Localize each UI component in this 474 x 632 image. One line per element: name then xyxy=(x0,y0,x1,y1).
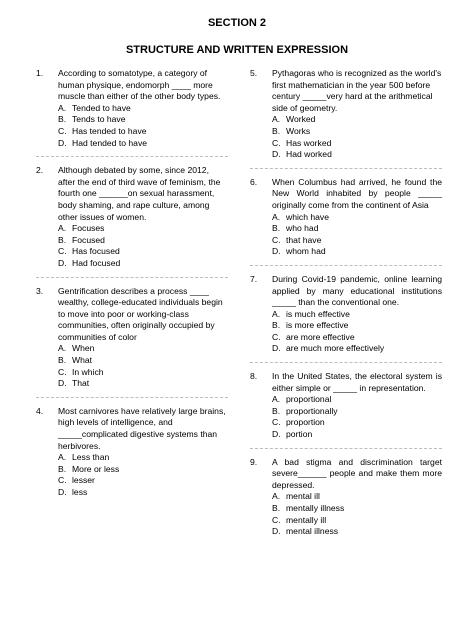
option-letter: B. xyxy=(272,320,281,331)
answer-option xyxy=(58,103,228,115)
question-stem: According to somatotype, a category of human physique, endomorph ____ more muscle than either of the other body types. xyxy=(58,68,221,102)
option-text: Had worked xyxy=(286,149,332,160)
option-letter: A. xyxy=(272,491,281,502)
answer-option xyxy=(272,223,442,235)
option-text: Had focused xyxy=(72,257,121,268)
option-letter: A. xyxy=(272,394,281,405)
question-divider xyxy=(250,362,442,363)
option-text: Worked xyxy=(286,114,316,125)
answer-options xyxy=(58,343,228,389)
answer-option xyxy=(58,223,228,235)
question-divider xyxy=(250,168,442,169)
question-number: 8. xyxy=(250,371,258,382)
answer-option xyxy=(272,309,442,321)
answer-option xyxy=(58,367,228,379)
option-letter: C. xyxy=(58,125,67,136)
answer-options xyxy=(272,114,442,160)
option-letter: D. xyxy=(58,137,67,148)
answer-options xyxy=(272,309,442,355)
option-letter: B. xyxy=(58,234,67,245)
right-column xyxy=(250,68,442,538)
option-letter: B. xyxy=(272,405,281,416)
answer-option xyxy=(58,355,228,367)
option-letter: B. xyxy=(272,503,281,513)
option-letter: A. xyxy=(58,102,67,113)
answer-option xyxy=(58,378,228,390)
option-text: Focused xyxy=(72,234,105,245)
option-text: is much effective xyxy=(286,308,350,319)
answer-option xyxy=(58,343,228,355)
question-divider xyxy=(36,156,228,157)
answer-option xyxy=(272,126,442,138)
option-text: When xyxy=(72,343,95,354)
answer-option xyxy=(272,212,442,224)
answer-option xyxy=(58,464,228,476)
option-text: are much more effectively xyxy=(286,343,385,354)
question-number: 4. xyxy=(36,405,44,416)
option-letter: D. xyxy=(272,526,281,537)
answer-option xyxy=(272,429,442,441)
option-letter: D. xyxy=(58,487,67,497)
option-letter: C. xyxy=(58,475,67,486)
option-letter: B. xyxy=(58,114,67,125)
option-text: That xyxy=(72,378,90,389)
option-text: who had xyxy=(286,223,319,234)
option-text: mentally ill xyxy=(286,514,327,525)
answer-options xyxy=(58,452,228,498)
question-item xyxy=(36,165,228,269)
option-letter: D. xyxy=(272,149,281,160)
option-letter: D. xyxy=(272,343,281,354)
answer-options xyxy=(58,103,228,149)
question-number: 7. xyxy=(250,273,258,284)
answer-option xyxy=(58,138,228,150)
answer-option xyxy=(58,114,228,126)
question-item xyxy=(250,457,442,538)
option-text: proportional xyxy=(286,394,332,405)
option-letter: D. xyxy=(58,378,67,389)
answer-options xyxy=(272,394,442,440)
option-text: Focuses xyxy=(72,223,105,234)
option-text: Has tended to have xyxy=(72,125,147,136)
option-text: portion xyxy=(286,429,313,440)
option-text: Works xyxy=(286,125,311,136)
answer-options xyxy=(272,491,442,537)
option-letter: A. xyxy=(58,452,67,463)
answer-option xyxy=(272,417,442,429)
option-letter: B. xyxy=(272,223,281,234)
answer-option xyxy=(272,526,442,538)
answer-options xyxy=(272,212,442,258)
option-letter: B. xyxy=(58,355,67,366)
question-item xyxy=(36,406,228,499)
option-letter: C. xyxy=(272,417,281,428)
question-item xyxy=(36,286,228,390)
option-text: which have xyxy=(286,211,329,222)
option-text: Has worked xyxy=(286,137,332,148)
section-subtitle: STRUCTURE AND WRITTEN EXPRESSION xyxy=(125,44,349,56)
answer-option xyxy=(272,394,442,406)
question-divider xyxy=(36,277,228,278)
option-text: whom had xyxy=(286,246,326,257)
option-text: Has focused xyxy=(72,246,120,257)
question-stem: Although debated by some, since 2012, after the end of third wave of feminism, the fourth one ______on sexual harassment, body shaming, and rape culture, among other issues of women. xyxy=(58,165,221,222)
question-item xyxy=(250,371,442,441)
answer-option xyxy=(272,343,442,355)
option-letter: D. xyxy=(58,257,67,268)
option-letter: D. xyxy=(272,429,281,440)
option-text: What xyxy=(72,355,93,366)
left-column xyxy=(36,68,228,499)
answer-option xyxy=(58,246,228,258)
answer-option xyxy=(272,320,442,332)
option-letter: A. xyxy=(272,308,281,319)
option-text: Tended to have xyxy=(72,102,131,113)
answer-option xyxy=(272,503,442,515)
option-letter: C. xyxy=(58,246,67,257)
option-text: Tends to have xyxy=(72,114,126,125)
answer-option xyxy=(58,126,228,138)
option-text: are more effective xyxy=(286,331,355,342)
answer-option xyxy=(272,515,442,527)
option-text: Had tended to have xyxy=(72,137,148,148)
answer-option xyxy=(272,114,442,126)
question-stem: Gentrification describes a process ____ wealthy, college-educated individuals begin to move into poor or working-class communities, often originally occupied by communities of color xyxy=(58,285,223,342)
question-stem: In the United States, the electoral system is either simple or _____ in representation. xyxy=(272,371,442,393)
question-number: 5. xyxy=(250,68,258,78)
option-text: less xyxy=(72,487,88,497)
answer-options xyxy=(58,223,228,269)
option-letter: B. xyxy=(272,125,281,136)
option-text: is more effective xyxy=(286,320,349,331)
question-stem: Pythagoras who is recognized as the world's first mathematician in the year 500 before century _____very hard at the arithmetical side of geometry. xyxy=(272,68,442,113)
question-number: 3. xyxy=(36,285,44,296)
option-letter: A. xyxy=(58,343,67,354)
answer-option xyxy=(272,149,442,161)
option-letter: C. xyxy=(272,331,281,342)
answer-option xyxy=(58,258,228,270)
question-item xyxy=(36,68,228,149)
option-text: mentally illness xyxy=(286,503,345,513)
option-text: mental ill xyxy=(286,491,320,502)
question-divider xyxy=(250,448,442,449)
question-stem: During Covid-19 pandemic, online learning applied by many educational institutions _____ than the conventional one. xyxy=(272,273,442,308)
question-stem: A bad stigma and discrimination target severe______ people and make them more depressed. xyxy=(272,456,442,490)
option-text: Less than xyxy=(72,452,110,463)
option-text: In which xyxy=(72,366,104,377)
question-stem: When Columbus had arrived, he found the New World inhabited by people _____ originally come from the continent of Asia xyxy=(272,176,442,210)
question-number: 1. xyxy=(36,68,44,78)
option-letter: B. xyxy=(58,463,67,474)
question-divider xyxy=(36,397,228,398)
option-letter: C. xyxy=(272,137,281,148)
option-letter: C. xyxy=(58,366,67,377)
question-number: 6. xyxy=(250,176,258,187)
answer-option xyxy=(58,475,228,487)
answer-option xyxy=(272,491,442,503)
option-text: proportion xyxy=(286,417,325,428)
option-text: More or less xyxy=(72,463,120,474)
answer-option xyxy=(272,406,442,418)
option-letter: C. xyxy=(272,514,281,525)
answer-option xyxy=(272,138,442,150)
question-number: 9. xyxy=(250,456,258,467)
option-text: lesser xyxy=(72,475,95,486)
option-letter: C. xyxy=(272,234,281,245)
question-item xyxy=(250,68,442,161)
answer-option xyxy=(58,487,228,499)
question-divider xyxy=(250,265,442,266)
option-letter: D. xyxy=(272,246,281,257)
answer-option xyxy=(58,452,228,464)
option-letter: A. xyxy=(58,223,67,234)
option-text: proportionally xyxy=(286,405,338,416)
question-number: 2. xyxy=(36,165,44,176)
answer-option xyxy=(58,235,228,247)
answer-option xyxy=(272,235,442,247)
answer-option xyxy=(272,246,442,258)
question-stem: Most carnivores have relatively large brains, high levels of intelligence, and _____complicated digestive systems than herbivores. xyxy=(58,405,226,451)
option-text: mental illness xyxy=(286,526,339,537)
section-title: SECTION 2 xyxy=(207,17,267,29)
option-letter: A. xyxy=(272,114,281,125)
question-item xyxy=(250,177,442,258)
option-text: that have xyxy=(286,234,322,245)
answer-option xyxy=(272,332,442,344)
question-item xyxy=(250,274,442,355)
option-letter: A. xyxy=(272,211,281,222)
